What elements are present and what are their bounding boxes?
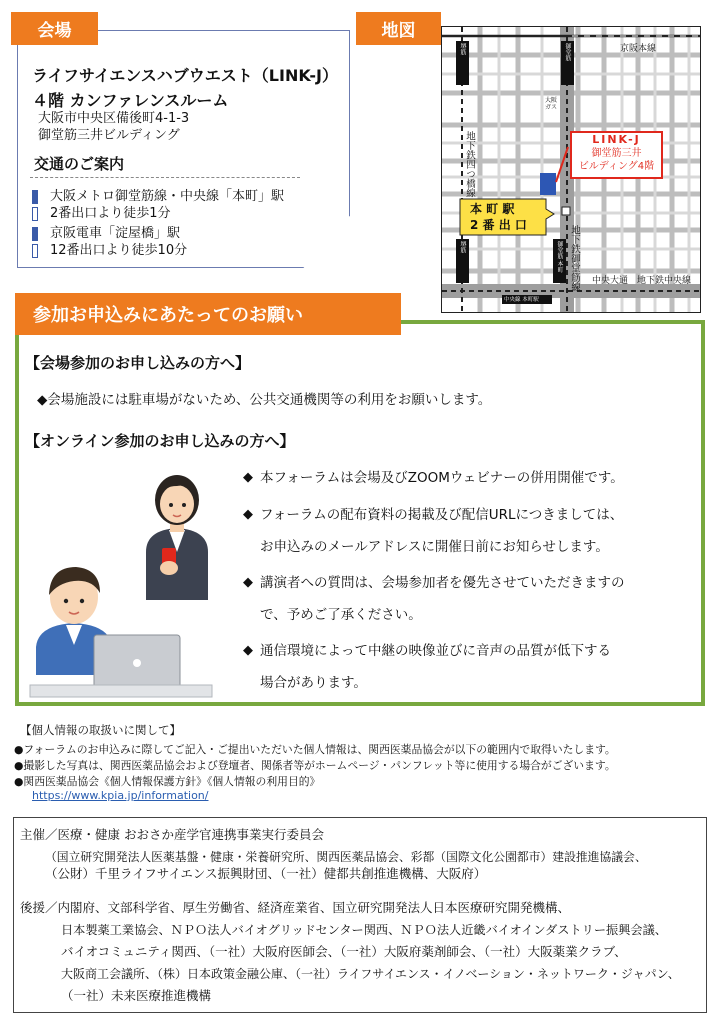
online-item-3a: 講演者への質問は、会場参加者を優先させていただきますの (260, 575, 625, 591)
map-label-keihan: 京阪本線 (620, 44, 657, 54)
online-item-4b: 場合があります。 (260, 675, 367, 691)
linkj-callout (570, 131, 663, 179)
map-label-yotsubashi: 地下鉄四つ橋線 (464, 131, 475, 198)
support-line-5: （一社）未来医療推進機構 (61, 988, 212, 1003)
map-label-hommachi-box: 中央線 本町駅 (504, 297, 539, 303)
online-item-2b: お申込みのメールアドレスに開催日前にお知らせします。 (260, 539, 609, 555)
application-tag: 参加お申込みにあたってのお願い (15, 293, 401, 335)
route-metro-detail: 2番出口より徒歩1分 (50, 206, 171, 221)
privacy-line-3: ●関西医薬品協会《個人情報保護方針》《個人情報の利用目的》 (14, 775, 321, 788)
support-line-4: 大阪商工会議所、（株）日本政策金融公庫、（一社）ライフサイエンス・イノベーション・ネットワーク・ジャパン、 (61, 967, 680, 981)
route-marker-icon (32, 207, 38, 221)
privacy-line-1: ●フォーラムのお申込みに際してご記入・ご提出いただいた個人情報は、関西医薬品協会が以下の範囲内で取得いたします。 (14, 743, 616, 756)
route-marker-icon (32, 244, 38, 258)
route-keihan-line: 京阪電車「淀屋橋」駅 (50, 226, 181, 241)
online-attendee-heading: 【オンライン参加のお申し込みの方へ】 (25, 432, 295, 450)
map-label-midosuji-line: 地下鉄御堂筋線 (569, 225, 580, 292)
host-line: 主催／医療・健康 おおさか産学官連携事業実行委員会 (20, 827, 324, 842)
access-title: 交通のご案内 (34, 155, 125, 173)
online-item-3b: で、予めご了承ください。 (260, 607, 422, 623)
venue-name: ライフサイエンスハブウエスト（LINK-J） (32, 66, 338, 85)
support-line-1: 後援／内閣府、文部科学省、厚生労働省、経済産業省、国立研究開発法人日本医療研究開発機構、 (20, 900, 571, 915)
map-label-sakaisuji: 堺筋 (459, 43, 466, 55)
venue-address-building: 御堂筋三井ビルディング (38, 128, 180, 143)
map-tag: 地図 (356, 12, 441, 45)
bullet-icon: ◆ (243, 575, 253, 590)
venue-floor: ４階 カンファレンスルーム (32, 91, 229, 110)
bullet-icon: ◆ (243, 643, 253, 658)
linkj-callout-sub: 御堂筋三井 (591, 148, 642, 159)
online-item-4a: 通信環境によって中継の映像並びに音声の品質が低下する (260, 643, 611, 659)
privacy-policy-link[interactable]: https://www.kpia.jp/information/ (32, 789, 209, 802)
venue-tag: 会場 (11, 12, 98, 45)
support-line-3: バイオコミュニティ関西、（一社）大阪府医師会、（一社）大阪府薬剤師会、（一社）大阪薬業クラブ、 (61, 944, 627, 959)
linkj-callout-sub2: ビルディング4階 (578, 161, 655, 172)
linkj-callout-title: LINK-J (592, 133, 641, 146)
venue-address-street: 大阪市中央区備後町4-1-3 (38, 111, 190, 126)
bullet-icon: ◆ (243, 507, 253, 522)
venue-attendee-note: ◆会場施設には駐車場がないため、公共交通機関等の利用をお願いします。 (37, 392, 492, 408)
support-line-2: 日本製薬工業協会、ＮＰＯ法人バイオグリッドセンター関西、ＮＰＯ法人近畿バイオインダストリー振興会議、 (61, 923, 667, 937)
venue-address (38, 110, 189, 144)
host-members-1: （国立研究開発法人医薬基盤・健康・栄養研究所、関西医薬品協会、彩都（国際文化公園都市）建設推進協議会、 (45, 850, 647, 864)
venue-attendee-heading: 【会場参加のお申し込みの方へ】 (25, 354, 251, 372)
route-keihan-detail: 12番出口より徒歩10分 (50, 243, 188, 258)
map-label-midosuji-top: 御堂筋 (564, 43, 571, 61)
station-label (470, 201, 527, 233)
station-exit: 2 番 出 口 (470, 218, 527, 232)
route-marker-icon (32, 190, 38, 204)
privacy-line-2: ●撮影した写真は、関西医薬品協会および登壇者、関係者等がホームページ・パンフレット等に使用する場合がございます。 (14, 759, 616, 772)
online-item-2a: フォーラムの配布資料の掲載及び配信URLにつきましては、 (260, 507, 624, 523)
map-label-chuo-odori: 中央大通 (592, 276, 629, 286)
bullet-icon: ◆ (243, 470, 253, 485)
host-members-2: （公財）千里ライフサイエンス振興財団、（一社）健都共創推進機構、大阪府） (45, 866, 487, 881)
map-label-chuo-line: 地下鉄中央線 (637, 276, 692, 286)
map-label-osaka-gas: 大阪ガス (545, 97, 558, 111)
station-name: 本 町 駅 (470, 202, 515, 216)
linkj-building-marker (540, 173, 556, 195)
online-item-1: 本フォーラムは会場及びZOOMウェビナーの併用開催です。 (260, 470, 624, 486)
man-at-laptop-illustration (26, 555, 216, 700)
privacy-heading: 【個人情報の取扱いに関して】 (20, 723, 181, 737)
access-divider (30, 177, 300, 178)
route-metro-line: 大阪メトロ御堂筋線・中央線「本町」駅 (50, 189, 285, 204)
route-marker-icon (32, 227, 38, 241)
access-map (441, 26, 701, 313)
map-label-midosuji-bottom: 御堂筋 本町 (556, 241, 563, 273)
map-label-sakaisuji-bottom: 堺筋 (459, 241, 466, 253)
